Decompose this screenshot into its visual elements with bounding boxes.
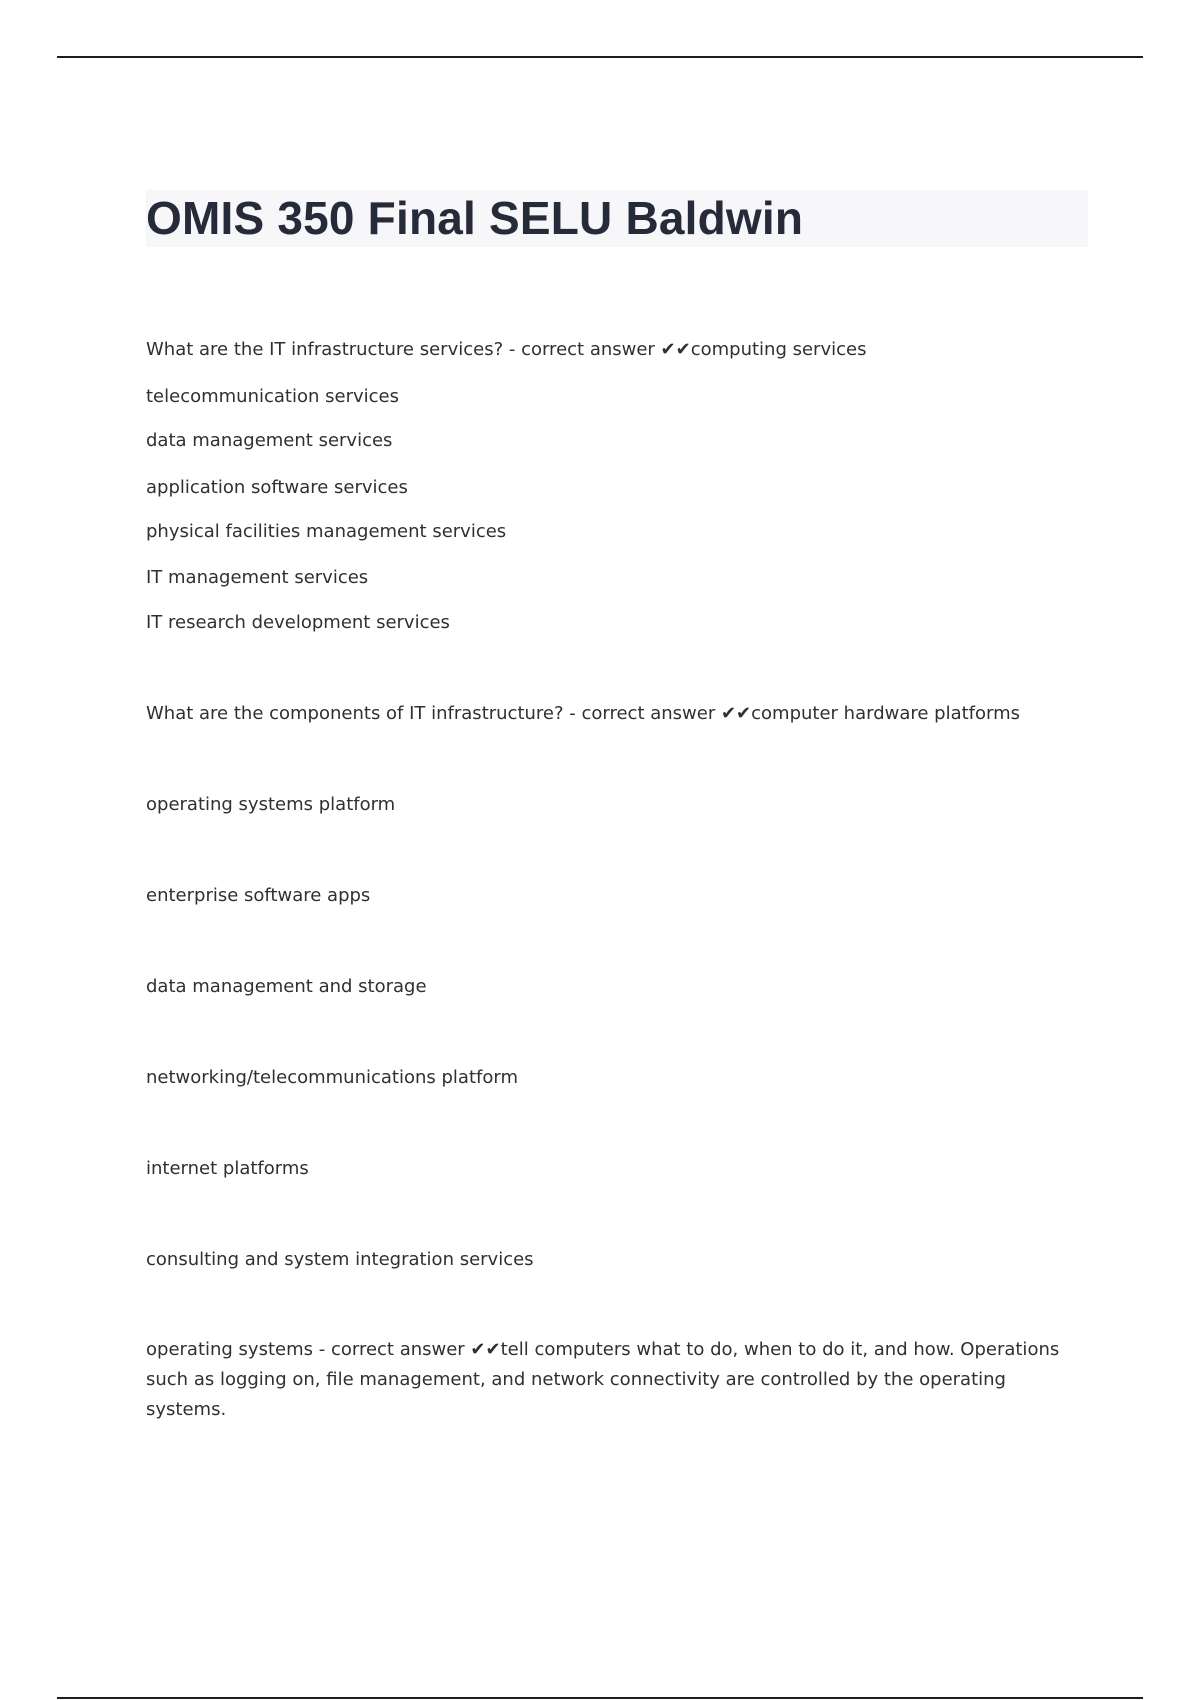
- qa-line-13: internet platforms: [146, 1158, 309, 1179]
- qa-line-3: data management services: [146, 430, 393, 451]
- footer-rule: [57, 1697, 1143, 1699]
- qa-line-1: What are the IT infrastructure services? - correct answer ✔✔computing services: [146, 339, 867, 360]
- document-title: OMIS 350 Final SELU Baldwin: [146, 192, 804, 244]
- header-rule: [57, 56, 1143, 58]
- qa-line-14: consulting and system integration services: [146, 1249, 534, 1270]
- qa-line-10: enterprise software apps: [146, 885, 371, 906]
- qa-line-11: data management and storage: [146, 976, 427, 997]
- qa-paragraph-operating-systems: operating systems - correct answer ✔✔tell computers what to do, when to do it, and how. Operations such as logging on, file management, and network connectivity are controlled by the operating systems.: [146, 1339, 1060, 1420]
- qa-line-5: physical facilities management services: [146, 521, 507, 542]
- qa-line-7: IT research development services: [146, 612, 450, 633]
- qa-line-12: networking/telecommunications platform: [146, 1067, 518, 1088]
- qa-line-9: operating systems platform: [146, 794, 396, 815]
- qa-line-2: telecommunication services: [146, 386, 399, 407]
- qa-line-6: IT management services: [146, 567, 369, 588]
- qa-line-4: application software services: [146, 477, 408, 498]
- qa-line-8: What are the components of IT infrastructure? - correct answer ✔✔computer hardware platforms: [146, 703, 1021, 724]
